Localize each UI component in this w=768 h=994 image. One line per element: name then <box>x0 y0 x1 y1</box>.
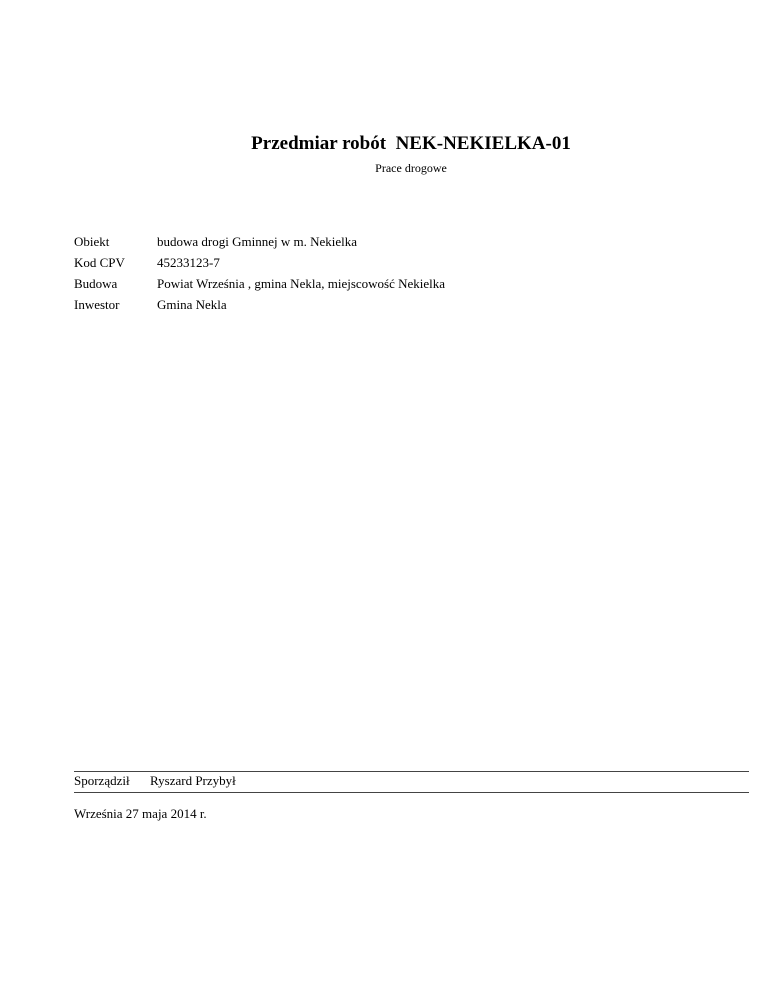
divider-bottom <box>74 792 749 793</box>
info-value: Gmina Nekla <box>157 297 227 312</box>
info-value: Powiat Września , gmina Nekla, miejscowość Nekielka <box>157 276 446 291</box>
prepared-by <box>74 773 236 789</box>
info-label: Kod CPV <box>74 255 125 270</box>
place-and-date: Września 27 maja 2014 r. <box>74 806 207 821</box>
prepared-by-name: Ryszard Przybył <box>150 773 236 788</box>
info-label: Budowa <box>74 276 118 291</box>
document-subtitle: Prace drogowe <box>375 161 447 175</box>
info-row-inwestor <box>74 297 445 318</box>
info-row-budowa <box>74 276 445 297</box>
document-title: Przedmiar robót NEK-NEKIELKA-01 <box>251 133 571 154</box>
info-value: 45233123-7 <box>157 255 220 270</box>
info-label: Inwestor <box>74 297 120 312</box>
divider-top <box>74 771 749 772</box>
info-label: Obiekt <box>74 234 110 249</box>
info-row-kod-cpv <box>74 255 445 276</box>
info-row-obiekt <box>74 234 445 255</box>
prepared-by-label: Sporządził <box>74 773 130 788</box>
info-table <box>74 234 445 318</box>
info-value: budowa drogi Gminnej w m. Nekielka <box>157 234 358 249</box>
